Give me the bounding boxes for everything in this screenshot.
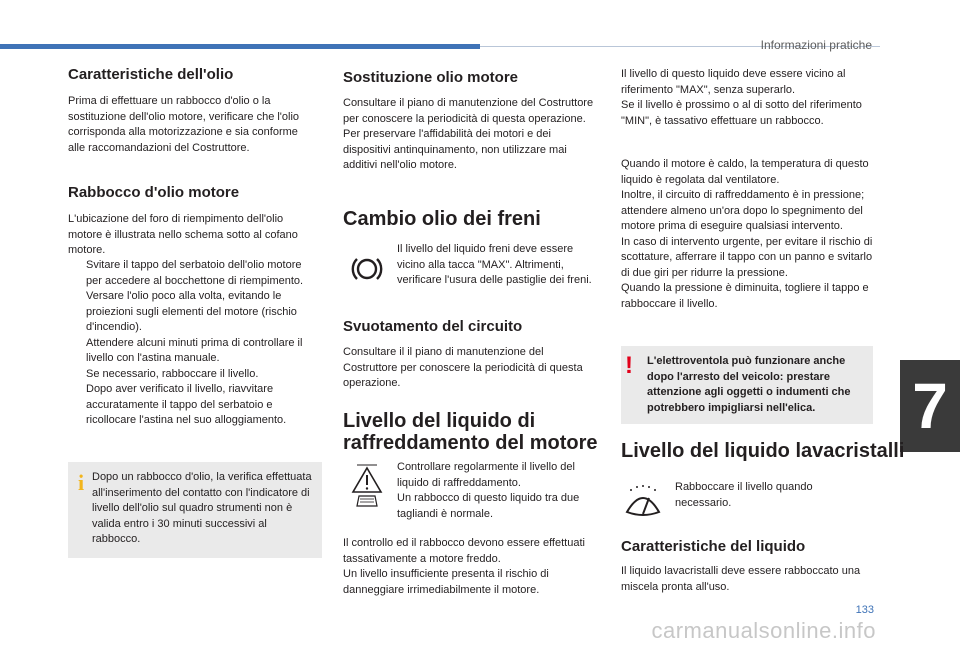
coolant-level-text: Il livello di questo liquido deve essere vicino al riferimento "MAX", senza superarlo. Se il livello è prossimo o al di sotto del riferimento "MIN", è tassativo effettuare un rabbocco. [621,68,862,127]
warning-box [621,346,873,424]
washer-fluid-icon [623,482,663,522]
list-item: Se necessario, rabboccare il livello. [86,367,259,380]
rabbocco-intro: L'ubicazione del foro di riempimento dell'olio motore è illustrata nello schema sotto al cofano motore. [68,213,298,256]
lavacristalli-text: Rabboccare il livello quando necessario. [675,481,813,509]
freni-text: Il livello del liquido freni deve essere vicino alla tacca "MAX". Altrimenti, verificare l'usura delle pastiglie dei freni. [397,243,592,286]
caratteristiche-liquido-title: Caratteristiche del liquido [621,538,806,555]
rabbocco-title: Rabbocco d'olio motore [68,184,240,201]
freni-title: Cambio olio dei freni [343,208,541,230]
lavacristalli-title: Livello del liquido lavacristalli [621,440,905,462]
list-item: Svitare il tappo del serbatoio dell'olio motore per accedere al bocchettone di riempimento. [86,259,304,287]
raffreddamento-text2: Il controllo ed il rabbocco devono essere effettuati tassativamente a motore freddo. Un livello insufficiente presenta il rischio di danneggiare irrimediabilmente il motore. [343,537,585,596]
info-text: Dopo un rabbocco d'olio, la verifica effettuata all'inserimento del contatto con l'indicatore di livello dell'olio sul quadro strumenti non è valida entro i 30 minuti successivi al rabbocco. [92,471,312,545]
raffreddamento-title: Livello del liquido di raffreddamento del motore [343,410,598,454]
chapter-tab: 7 [900,360,960,452]
warning-text: L'elettroventola può funzionare anche dopo l'arresto del veicolo: prestare attenzione agli oggetti o indumenti che potrebbero impigliarsi nell'elica. [647,355,851,414]
info-box [68,462,322,558]
header-accent-bar [0,44,480,49]
info-icon: i [78,470,85,495]
warning-icon: ! [625,352,633,379]
list-item: Versare l'olio poco alla volta, evitando le proiezioni sugli elementi del motore (rischio d'incendio). [86,290,297,333]
section-title: Informazioni pratiche [760,38,872,52]
page-number: 133 [855,604,874,616]
coolant-hot-text: Quando il motore è caldo, la temperatura di questo liquido è regolata dal ventilatore. Inoltre, il circuito di raffreddamento è in pressione; attendere almeno un'ora dopo lo spegnimento del motore prima di eseguire qualsiasi intervento. In caso di intervento urgente, per evitare il rischio di scottature, afferrare il tappo con un panno e svitarlo di due giri per ridurre la pressione. Quando la pressione è diminuita, togliere il tappo e rabboccare il livello. [621,158,873,310]
sostituzione-title: Sostituzione olio motore [343,69,518,86]
watermark: carmanualsonline.info [651,618,876,643]
rabbocco-steps [68,258,320,429]
list-item: Dopo aver verificato il livello, riavvitare accuratamente il tappo del serbatoio e ricollocare l'astina nel suo alloggiamento. [86,383,287,426]
caratteristiche-liquido-text: Il liquido lavacristalli deve essere rabboccato una miscela pronta all'uso. [621,565,861,593]
svuotamento-text: Consultare il il piano di manutenzione del Costruttore per conoscere la periodicità di questa operazione. [343,346,583,389]
brake-fluid-icon [350,252,384,286]
coolant-warning-icon [350,462,384,508]
olio-text: Prima di effettuare un rabbocco d'olio o la sostituzione dell'olio motore, verificare che l'olio corrisponda alla motorizzazione e sia conforme alle raccomandazioni del Costruttore. [68,95,300,154]
svuotamento-title: Svuotamento del circuito [343,318,523,335]
sostituzione-text: Consultare il piano di manutenzione del Costruttore per conoscere la periodicità di questa operazione. Per preservare l'affidabilità dei motori e dei dispositivi antinquinamento, non utilizzare mai additivi nell'olio motore. [343,97,594,171]
raffreddamento-text: Controllare regolarmente il livello del liquido di raffreddamento. Un rabbocco di questo liquido tra due tagliandi è normale. [397,461,580,520]
list-item: Attendere alcuni minuti prima di controllare il livello con l'astina manuale. [86,336,303,364]
olio-title: Caratteristiche dell'olio [68,66,234,83]
